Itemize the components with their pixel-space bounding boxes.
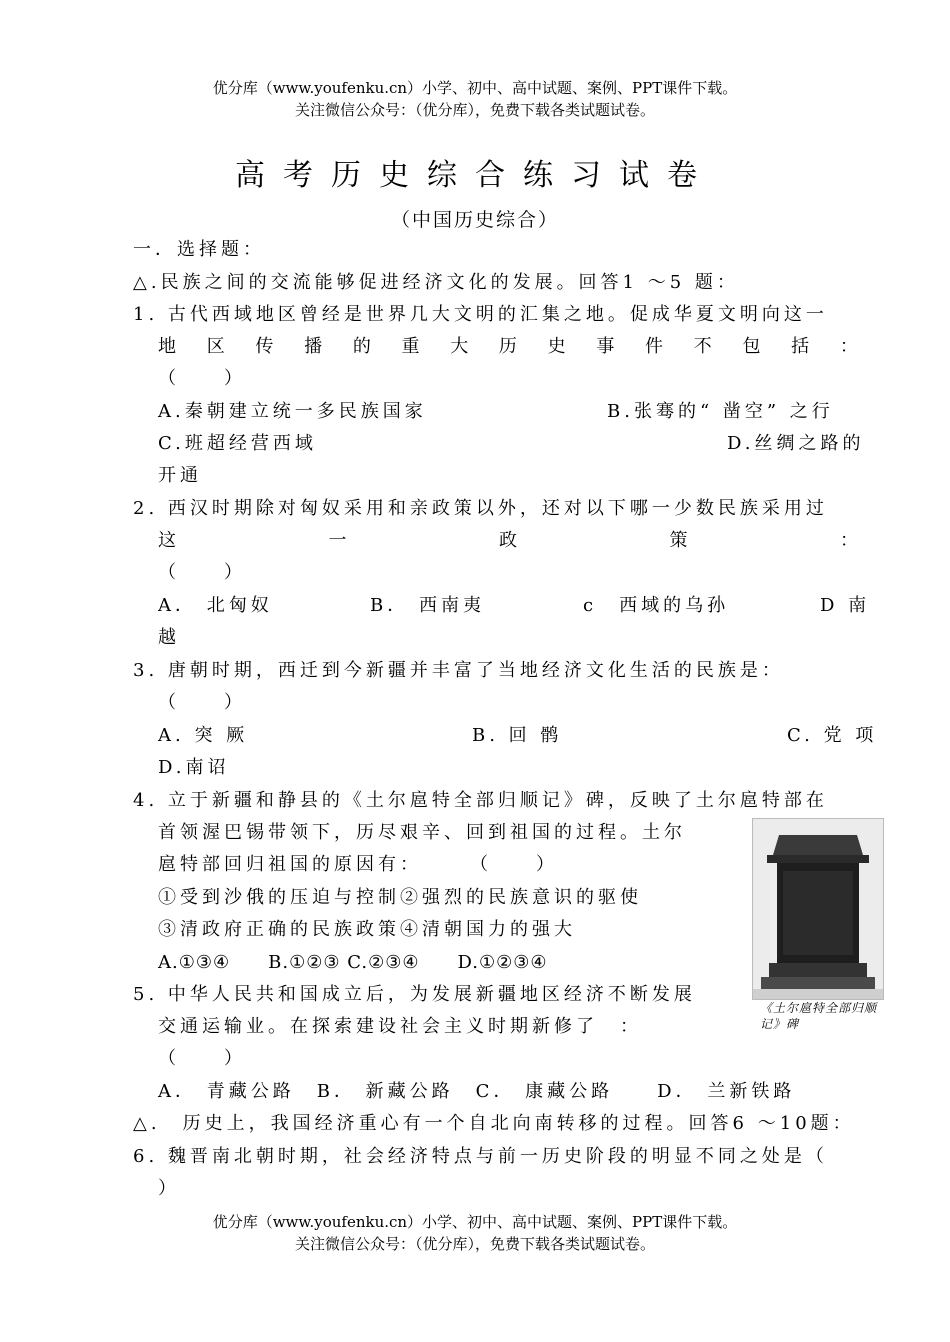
q2-stem: 2. 西汉时期除对匈奴采用和亲政策以外，还对以下哪一少数民族采用过 bbox=[133, 498, 828, 519]
q3-option-c: C. 党 项 bbox=[787, 725, 878, 746]
q3-option-b: B. 回 鹘 bbox=[472, 725, 563, 746]
q2-stem-cont: 这 一 政 策 ： bbox=[158, 530, 858, 551]
q4-options: A.①③④ B.①②③ C.②③④ D.①②③④ bbox=[158, 952, 548, 973]
q1-answer-blank: （ ） bbox=[158, 368, 246, 389]
page-subtitle: （中国历史综合） bbox=[390, 209, 559, 231]
q3-option-d: D.南诏 bbox=[158, 757, 230, 778]
group-intro-1: △.民族之间的交流能够促进经济文化的发展。回答1 ～5 题： bbox=[133, 272, 739, 293]
q6-stem: 6. 魏晋南北朝时期，社会经济特点与前一历史阶段的明显不同之处是（ bbox=[133, 1146, 828, 1167]
q3-answer-blank: （ ） bbox=[158, 692, 246, 713]
page-title: 高考历史综合练习试卷 bbox=[235, 158, 715, 193]
q5-stem: 5. 中华人民共和国成立后，为发展新疆地区经济不断发展 bbox=[133, 984, 696, 1005]
footer-line-2: 关注微信公众号：（优分库），免费下载各类试题试卷。 bbox=[294, 1235, 655, 1253]
q2-answer-blank: （ ） bbox=[158, 562, 246, 583]
header-line-1: 优分库（www.youfenku.cn）小学、初中、高中试题、案例、PPT课件下载。 bbox=[212, 79, 738, 97]
group-intro-2: △. 历史上，我国经济重心有一个自北向南转移的过程。回答6 ～10题： bbox=[133, 1113, 855, 1134]
q5-answer-blank: （ ） bbox=[158, 1048, 246, 1069]
q3-option-a: A. 突 厥 bbox=[158, 725, 249, 746]
q6-stem-cont: ） bbox=[158, 1178, 180, 1199]
q1-option-b: B.张骞的“ 凿空” 之行 bbox=[607, 401, 834, 422]
q5-stem-line2: 交通运输业。在探索建设社会主义时期新修了 ： bbox=[158, 1016, 642, 1037]
section-heading: 一．选择题： bbox=[133, 239, 265, 260]
q1-option-d: D.丝绸之路的 bbox=[727, 433, 865, 454]
header-line-2: 关注微信公众号：（优分库），免费下载各类试题试卷。 bbox=[294, 101, 655, 119]
q4-statement-3-4: ③清政府正确的民族政策④清朝国力的强大 bbox=[158, 919, 576, 940]
q2-option-c: c 西域的乌孙 bbox=[583, 595, 730, 616]
stele-illustration bbox=[753, 819, 883, 999]
q4-stem-line2: 首领渥巴锡带领下，历尽艰辛、回到祖国的过程。土尔 bbox=[158, 822, 686, 843]
q1-option-c: C.班超经营西域 bbox=[158, 433, 317, 454]
q2-option-d: D 南 bbox=[820, 595, 871, 616]
q1-stem: 1. 古代西域地区曾经是世界几大文明的汇集之地。促成华夏文明向这一 bbox=[133, 304, 828, 325]
stele-photo bbox=[752, 818, 884, 1000]
q2-option-b: B． 西南夷 bbox=[370, 595, 485, 616]
q1-option-a: A.秦朝建立统一多民族国家 bbox=[158, 401, 427, 422]
q1-stem-cont: 地 区 传 播 的 重 大 历 史 事 件 不 包 括 ： bbox=[158, 336, 858, 357]
q2-option-d-cont: 越 bbox=[158, 627, 180, 648]
stele-caption: 《土尔扈特全部归顺记》碑 bbox=[760, 1001, 878, 1031]
q5-options: A． 青藏公路 B． 新藏公路 C． 康藏公路 D． 兰新铁路 bbox=[158, 1081, 796, 1102]
q4-stem-line3: 扈特部回归祖国的原因有： （ ） bbox=[158, 854, 558, 875]
q4-statement-1-2: ①受到沙俄的压迫与控制②强烈的民族意识的驱使 bbox=[158, 887, 642, 908]
q1-option-d-cont: 开通 bbox=[158, 465, 202, 486]
q2-option-a: A． 北匈奴 bbox=[158, 595, 273, 616]
footer-line-1: 优分库（www.youfenku.cn）小学、初中、高中试题、案例、PPT课件下载。 bbox=[212, 1213, 738, 1231]
q3-stem: 3. 唐朝时期，西迁到今新疆并丰富了当地经济文化生活的民族是： bbox=[133, 660, 784, 681]
q4-stem: 4. 立于新疆和静县的《土尔扈特全部归顺记》碑，反映了土尔扈特部在 bbox=[133, 790, 828, 811]
